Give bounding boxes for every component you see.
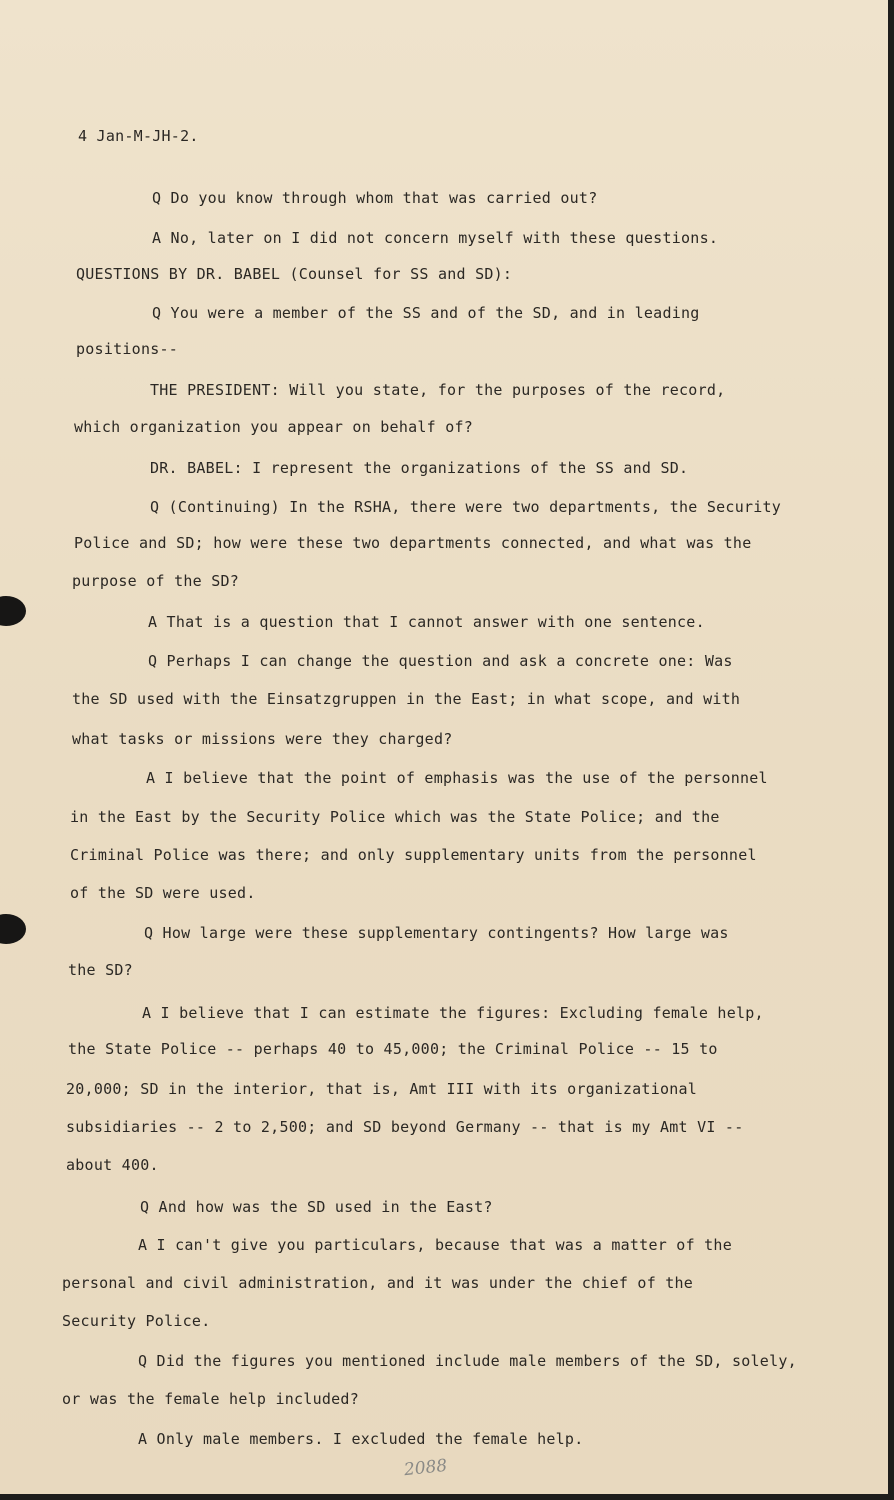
transcript-line: A I believe that the point of emphasis was the use of the personnel	[146, 769, 768, 787]
transcript-line: or was the female help included?	[62, 1390, 359, 1408]
transcript-line: the State Police -- perhaps 40 to 45,000; the Criminal Police -- 15 to	[68, 1040, 718, 1058]
transcript-line: of the SD were used.	[70, 884, 256, 902]
transcript-line: Q Do you know through whom that was carried out?	[152, 189, 598, 207]
punch-hole-bottom	[0, 914, 26, 944]
transcript-line: personal and civil administration, and it was under the chief of the	[62, 1274, 694, 1292]
page-header: 4 Jan-M-JH-2.	[78, 127, 199, 145]
transcript-line: Q (Continuing) In the RSHA, there were two departments, the Security	[150, 498, 782, 516]
transcript-line: Criminal Police was there; and only supplementary units from the personnel	[70, 846, 757, 864]
transcript-line: which organization you appear on behalf of?	[74, 418, 474, 436]
transcript-line: Q How large were these supplementary contingents? How large was	[144, 924, 729, 942]
transcript-line: the SD used with the Einsatzgruppen in the East; in what scope, and with	[72, 690, 741, 708]
transcript-line: what tasks or missions were they charged?	[72, 730, 453, 748]
transcript-line: DR. BABEL: I represent the organizations of the SS and SD.	[150, 459, 689, 477]
transcript-line: about 400.	[66, 1156, 159, 1174]
transcript-line: THE PRESIDENT: Will you state, for the purposes of the record,	[150, 381, 726, 399]
transcript-line: subsidiaries -- 2 to 2,500; and SD beyond Germany -- that is my Amt VI --	[66, 1118, 744, 1136]
page-edge-bottom	[0, 1494, 894, 1500]
transcript-line: Q Perhaps I can change the question and ask a concrete one: Was	[148, 652, 733, 670]
punch-hole-top	[0, 596, 26, 626]
transcript-line: A I believe that I can estimate the figures: Excluding female help,	[142, 1004, 764, 1022]
transcript-line: Police and SD; how were these two departments connected, and what was the	[74, 534, 752, 552]
transcript-line: the SD?	[68, 961, 133, 979]
transcript-line: Q Did the figures you mentioned include male members of the SD, solely,	[138, 1352, 797, 1370]
transcript-line: in the East by the Security Police which was the State Police; and the	[70, 808, 720, 826]
transcript-line: A I can't give you particulars, because that was a matter of the	[138, 1236, 732, 1254]
transcript-line: Q You were a member of the SS and of the SD, and in leading	[152, 304, 700, 322]
page-edge-right	[888, 0, 894, 1500]
transcript-line: Q And how was the SD used in the East?	[140, 1198, 493, 1216]
transcript-line: purpose of the SD?	[72, 572, 240, 590]
transcript-line: A No, later on I did not concern myself with these questions.	[152, 229, 719, 247]
transcript-line: Security Police.	[62, 1312, 211, 1330]
section-heading: QUESTIONS BY DR. BABEL (Counsel for SS and SD):	[76, 265, 513, 283]
transcript-line: positions--	[76, 340, 179, 358]
transcript-line: A That is a question that I cannot answer with one sentence.	[148, 613, 705, 631]
transcript-line: A Only male members. I excluded the female help.	[138, 1430, 584, 1448]
page-number-handwritten: 2088	[403, 1455, 449, 1481]
transcript-line: 20,000; SD in the interior, that is, Amt III with its organizational	[66, 1080, 698, 1098]
